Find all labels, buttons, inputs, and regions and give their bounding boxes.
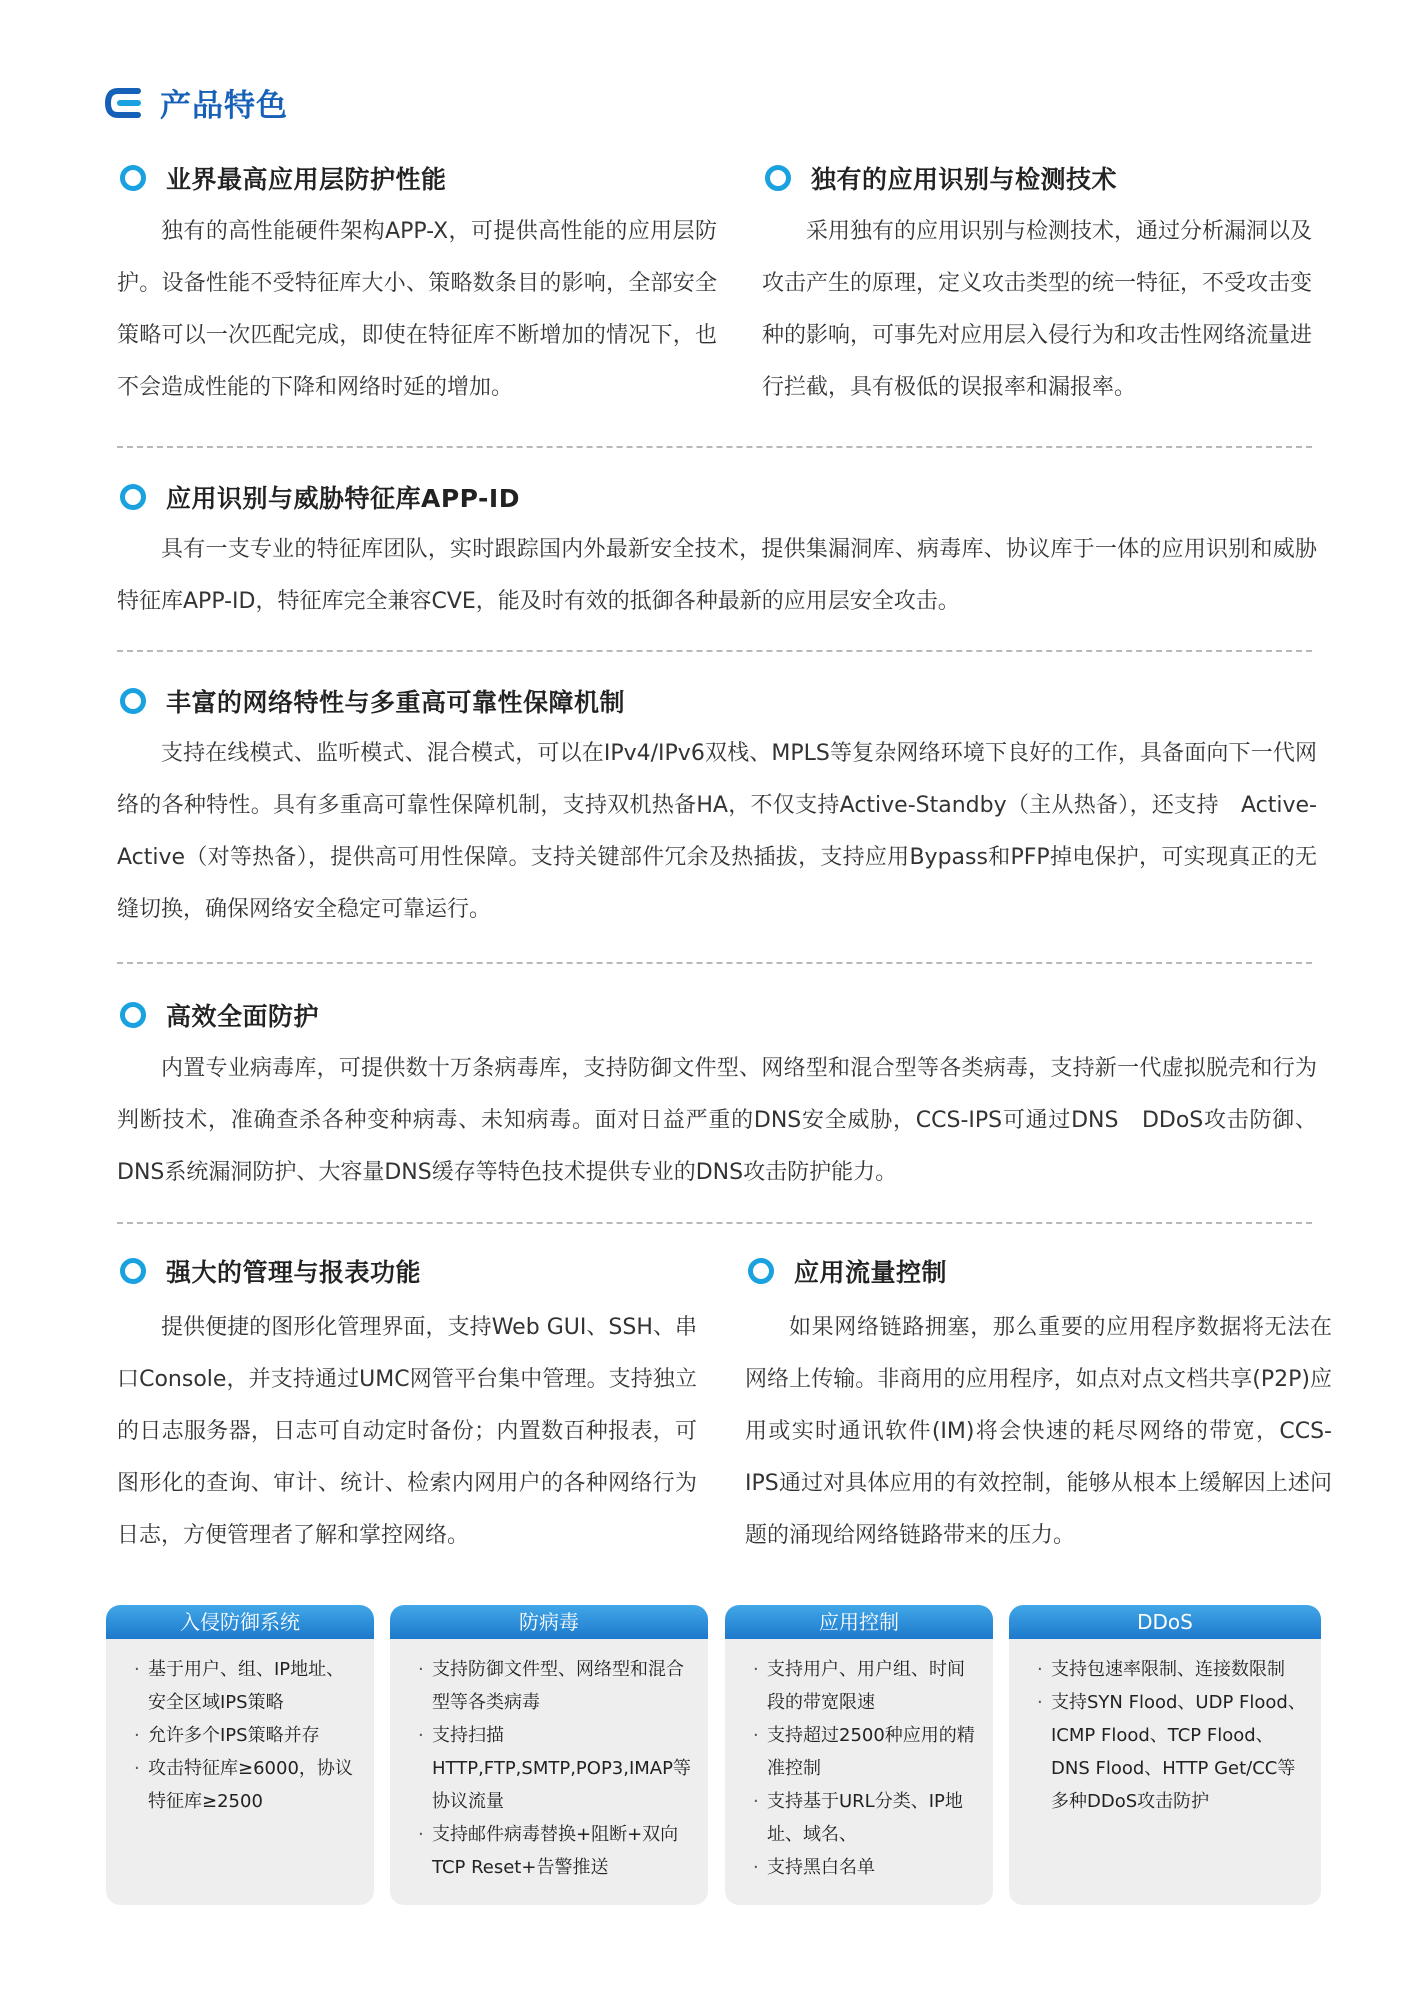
ring-bullet-icon — [120, 165, 146, 191]
section-body: 如果网络链路拥塞，那么重要的应用程序数据将无法在网络上传输。非商用的应用程序，如点对点文档共享(P2P)应用或实时通讯软件(IM)将会快速的耗尽网络的带宽，CCS-IPS通过对具体应用的有效控制，能够从根本上缓解因上述问题的涌现给网络链路带来的压力。 — [745, 1315, 1332, 1548]
list-item: · 支持防御文件型、网络型和混合型等各类病毒 — [418, 1653, 694, 1719]
card-title: 入侵防御系统 — [106, 1605, 374, 1639]
section-title: 应用流量控制 — [794, 1258, 948, 1287]
feature-card-antivirus — [390, 1605, 708, 1905]
section-header — [120, 479, 520, 515]
ring-bullet-icon — [120, 1258, 146, 1284]
list-item: · 支持邮件病毒替换+阻断+双向TCP Reset+告警推送 — [418, 1818, 694, 1884]
section-body: 采用独有的应用识别与检测技术，通过分析漏洞以及攻击产生的原理，定义攻击类型的统一特征，不受攻击变种的影响，可事先对应用层入侵行为和攻击性网络流量进行拦截，具有极低的误报率和漏报率。 — [762, 219, 1313, 400]
dashed-divider — [117, 650, 1312, 652]
section-title: 独有的应用识别与检测技术 — [811, 165, 1118, 194]
dashed-divider — [117, 446, 1312, 448]
ring-bullet-icon — [120, 1002, 146, 1028]
section-header — [120, 683, 625, 719]
section-title: 业界最高应用层防护性能 — [166, 165, 447, 194]
section-body: 提供便捷的图形化管理界面，支持Web GUI、SSH、串口Console，并支持通过UMC网管平台集中管理。支持独立的日志服务器，日志可自动定时备份；内置数百种报表，可图形化的查询、审计、统计、检索内网用户的各种网络行为日志，方便管理者了解和掌控网络。 — [117, 1315, 697, 1548]
section-body: 独有的高性能硬件架构APP-X，可提供高性能的应用层防护。设备性能不受特征库大小、策略数条目的影响，全部安全策略可以一次匹配完成，即使在特征库不断增加的情况下，也不会造成性能的下降和网络时延的增加。 — [117, 219, 717, 400]
section-body: 内置专业病毒库，可提供数十万条病毒库，支持防御文件型、网络型和混合型等各类病毒，支持新一代虚拟脱壳和行为判断技术，准确查杀各种变种病毒、未知病毒。面对日益严重的DNS安全威胁，CCS-IPS可通过DNS DDoS攻击防御、DNS系统漏洞防护、大容量DNS缓存等特色技术提供专业的DNS攻击防护能力。 — [117, 1056, 1317, 1185]
section-title: 强大的管理与报表功能 — [166, 1258, 422, 1287]
section-header — [748, 1253, 947, 1289]
dashed-divider — [117, 962, 1312, 964]
ring-bullet-icon — [765, 165, 791, 191]
list-item: · 支持超过2500种应用的精准控制 — [753, 1719, 979, 1785]
list-item: · 支持包速率限制、连接数限制 — [1037, 1653, 1307, 1686]
page-title: 产品特色 — [160, 88, 288, 124]
ring-bullet-icon — [120, 484, 146, 510]
brand-e-icon — [104, 83, 144, 123]
section-body: 具有一支专业的特征库团队，实时跟踪国内外最新安全技术，提供集漏洞库、病毒库、协议库于一体的应用识别和威胁特征库APP-ID，特征库完全兼容CVE，能及时有效的抵御各种最新的应用层安全攻击。 — [117, 537, 1317, 614]
list-item: · 支持扫描HTTP,FTP,SMTP,POP3,IMAP等协议流量 — [418, 1719, 694, 1818]
card-list — [1009, 1639, 1321, 1818]
card-title: 应用控制 — [725, 1605, 993, 1639]
section-title: 高效全面防护 — [166, 1002, 320, 1031]
list-item: · 支持用户、用户组、时间段的带宽限速 — [753, 1653, 979, 1719]
card-list — [725, 1639, 993, 1884]
list-item: · 攻击特征库≥6000，协议特征库≥2500 — [134, 1752, 360, 1818]
section-header — [120, 160, 447, 196]
list-item: · 基于用户、组、IP地址、安全区域IPS策略 — [134, 1653, 360, 1719]
section-body: 支持在线模式、监听模式、混合模式，可以在IPv4/IPv6双栈、MPLS等复杂网络环境下良好的工作，具备面向下一代网络的各种特性。具有多重高可靠性保障机制，支持双机热备HA，不仅支持Active-Standby（主从热备），还支持 Active-Active（对等热备），提供高可用性保障。支持关键部件冗余及热插拔，支持应用Bypass和PFP掉电保护，可实现真正的无缝切换，确保网络安全稳定可靠运行。 — [117, 741, 1317, 922]
list-item: · 支持SYN Flood、UDP Flood、ICMP Flood、TCP Flood、DNS Flood、HTTP Get/CC等多种DDoS攻击防护 — [1037, 1686, 1307, 1818]
list-item: · 支持基于URL分类、IP地址、域名、 — [753, 1785, 979, 1851]
section-title: 丰富的网络特性与多重高可靠性保障机制 — [166, 688, 626, 717]
ring-bullet-icon — [120, 688, 146, 714]
section-header — [765, 160, 1117, 196]
feature-card-ips — [106, 1605, 374, 1905]
dashed-divider — [117, 1222, 1312, 1224]
page-header — [104, 80, 288, 125]
section-header — [120, 1253, 421, 1289]
ring-bullet-icon — [748, 1258, 774, 1284]
feature-card-ddos — [1009, 1605, 1321, 1905]
card-list — [106, 1639, 374, 1818]
list-item: · 允许多个IPS策略并存 — [134, 1719, 360, 1752]
card-title: 防病毒 — [390, 1605, 708, 1639]
section-title: 应用识别与威胁特征库APP-ID — [166, 484, 520, 513]
list-item: · 支持黑白名单 — [753, 1851, 979, 1884]
card-title: DDoS — [1009, 1605, 1321, 1639]
feature-card-app-control — [725, 1605, 993, 1905]
card-list — [390, 1639, 708, 1884]
section-header — [120, 997, 319, 1033]
